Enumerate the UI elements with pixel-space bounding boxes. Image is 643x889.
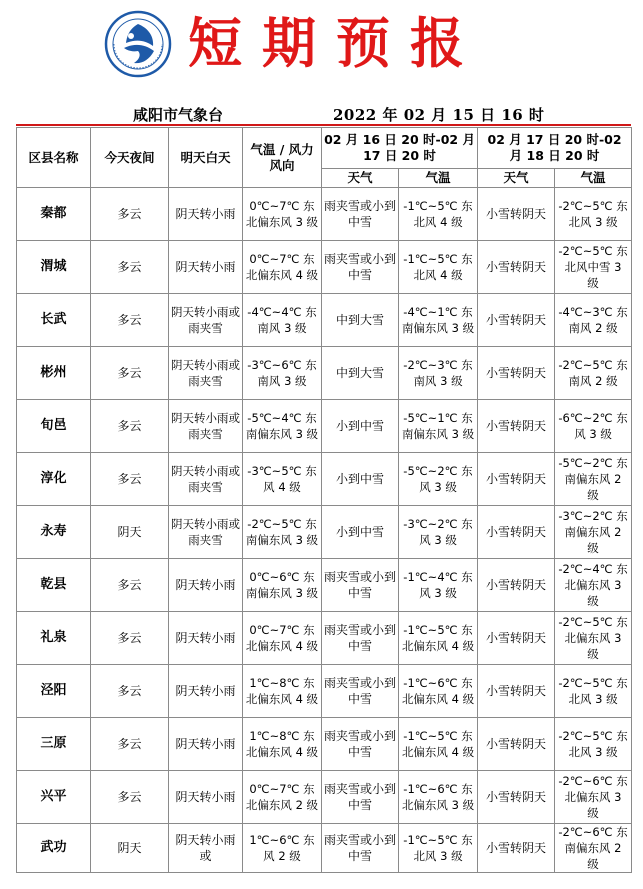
table-row: [17, 718, 632, 771]
header-tonight: 今天夜间: [91, 128, 169, 188]
table-row: [17, 559, 632, 612]
table-row: [17, 241, 632, 294]
p1-weather-cell: 雨夹雪或小到中雪: [322, 612, 399, 665]
table-row: [17, 400, 632, 453]
p1-weather-cell: 雨夹雪或小到中雪: [322, 188, 399, 241]
p2-weather-cell: 小雪转阴天: [478, 718, 555, 771]
p2-weather-cell: 小雪转阴天: [478, 188, 555, 241]
p2-temp-cell: -4℃~3℃ 东南风 2 级: [555, 294, 632, 347]
tonight-cell: 多云: [91, 294, 169, 347]
header-tomorrow: 明天白天: [169, 128, 243, 188]
county-cell: 乾县: [17, 559, 91, 612]
county-cell: 三原: [17, 718, 91, 771]
p1-weather-cell: 小到中雪: [322, 400, 399, 453]
county-cell: 彬州: [17, 347, 91, 400]
temp-wind-cell: 0℃~7℃ 东北偏东风 4 级: [243, 241, 322, 294]
p1-temp-cell: -1℃~5℃ 东北偏东风 4 级: [399, 718, 478, 771]
p2-weather-cell: 小雪转阴天: [478, 824, 555, 873]
p2-weather-cell: 小雪转阴天: [478, 665, 555, 718]
county-cell: 长武: [17, 294, 91, 347]
temp-wind-cell: -3℃~6℃ 东南风 3 级: [243, 347, 322, 400]
table-row: [17, 188, 632, 241]
temp-wind-cell: 1℃~6℃ 东风 2 级: [243, 824, 322, 873]
tonight-cell: 多云: [91, 347, 169, 400]
tomorrow-cell: 阴天转小雨或雨夹雪: [169, 347, 243, 400]
p2-temp-cell: -2℃~5℃ 东南风 2 级: [555, 347, 632, 400]
p2-temp-cell: -2℃~4℃ 东北偏东风 3 级: [555, 559, 632, 612]
tonight-cell: 阴天: [91, 506, 169, 559]
tonight-cell: 多云: [91, 665, 169, 718]
p2-temp-cell: -2℃~5℃ 东北风中雪 3 级: [555, 241, 632, 294]
temp-wind-cell: 1℃~8℃ 东北偏东风 4 级: [243, 718, 322, 771]
p1-weather-cell: 雨夹雪或小到中雪: [322, 665, 399, 718]
p2-temp-cell: -2℃~5℃ 东北风 3 级: [555, 718, 632, 771]
tonight-cell: 多云: [91, 400, 169, 453]
county-cell: 旬邑: [17, 400, 91, 453]
temp-wind-cell: 1℃~8℃ 东北偏东风 4 级: [243, 665, 322, 718]
issue-line: [0, 104, 643, 126]
forecast-table: [16, 127, 632, 873]
p2-weather-cell: 小雪转阴天: [478, 347, 555, 400]
p1-temp-cell: -1℃~5℃ 东北风 4 级: [399, 241, 478, 294]
tonight-cell: 阴天: [91, 824, 169, 873]
tomorrow-cell: 阴天转小雨: [169, 612, 243, 665]
p1-temp-cell: -3℃~2℃ 东风 3 级: [399, 506, 478, 559]
temp-wind-cell: 0℃~7℃ 东北偏东风 4 级: [243, 612, 322, 665]
county-cell: 淳化: [17, 453, 91, 506]
header-county: 区县名称: [17, 128, 91, 188]
p1-weather-cell: 雨夹雪或小到中雪: [322, 559, 399, 612]
p1-weather-cell: 雨夹雪或小到中雪: [322, 824, 399, 873]
meteorological-emblem-icon: [104, 10, 172, 78]
tonight-cell: 多云: [91, 241, 169, 294]
p1-temp-cell: -2℃~3℃ 东南风 3 级: [399, 347, 478, 400]
tomorrow-cell: 阴天转小雨: [169, 718, 243, 771]
tomorrow-cell: 阴天转小雨: [169, 188, 243, 241]
p1-temp-cell: -4℃~1℃ 东南偏东风 3 级: [399, 294, 478, 347]
tomorrow-cell: 阴天转小雨或: [169, 824, 243, 873]
p2-weather-cell: 小雪转阴天: [478, 241, 555, 294]
table-row: [17, 612, 632, 665]
p1-temp-cell: -1℃~5℃ 东北偏东风 4 级: [399, 612, 478, 665]
tonight-cell: 多云: [91, 453, 169, 506]
county-cell: 泾阳: [17, 665, 91, 718]
table-row: [17, 453, 632, 506]
tomorrow-cell: 阴天转小雨: [169, 771, 243, 824]
p1-temp-cell: -1℃~4℃ 东风 3 级: [399, 559, 478, 612]
county-cell: 秦都: [17, 188, 91, 241]
header-p1-temp: 气温: [399, 169, 478, 188]
tomorrow-cell: 阴天转小雨: [169, 241, 243, 294]
p1-temp-cell: -5℃~2℃ 东风 3 级: [399, 453, 478, 506]
header-period-1: 02 月 16 日 20 时-02 月 17 日 20 时: [322, 128, 478, 169]
p1-temp-cell: -1℃~5℃ 东北风 4 级: [399, 188, 478, 241]
p2-temp-cell: -2℃~5℃ 东北风 3 级: [555, 665, 632, 718]
p2-temp-cell: -2℃~6℃ 东南偏东风 2 级: [555, 824, 632, 873]
p1-temp-cell: -5℃~1℃ 东南偏东风 3 级: [399, 400, 478, 453]
tonight-cell: 多云: [91, 559, 169, 612]
temp-wind-cell: -3℃~5℃ 东风 4 级: [243, 453, 322, 506]
temp-wind-cell: 0℃~6℃ 东南偏东风 3 级: [243, 559, 322, 612]
tonight-cell: 多云: [91, 718, 169, 771]
p1-weather-cell: 雨夹雪或小到中雪: [322, 718, 399, 771]
p2-weather-cell: 小雪转阴天: [478, 400, 555, 453]
p2-weather-cell: 小雪转阴天: [478, 294, 555, 347]
table-row: [17, 771, 632, 824]
agency-name: 咸阳市气象台: [133, 106, 224, 124]
table-row: [17, 665, 632, 718]
county-cell: 永寿: [17, 506, 91, 559]
county-cell: 武功: [17, 824, 91, 873]
page-title: 短期预报: [188, 14, 484, 74]
temp-wind-cell: -2℃~5℃ 东南偏东风 3 级: [243, 506, 322, 559]
p1-temp-cell: -1℃~5℃ 东北风 3 级: [399, 824, 478, 873]
p1-weather-cell: 雨夹雪或小到中雪: [322, 241, 399, 294]
tomorrow-cell: 阴天转小雨或雨夹雪: [169, 400, 243, 453]
county-cell: 兴平: [17, 771, 91, 824]
header-p2-weather: 天气: [478, 169, 555, 188]
tomorrow-cell: 阴天转小雨或雨夹雪: [169, 294, 243, 347]
temp-wind-cell: -5℃~4℃ 东南偏东风 3 级: [243, 400, 322, 453]
tomorrow-cell: 阴天转小雨或雨夹雪: [169, 453, 243, 506]
p2-weather-cell: 小雪转阴天: [478, 559, 555, 612]
table-row: [17, 506, 632, 559]
tomorrow-cell: 阴天转小雨: [169, 665, 243, 718]
p2-temp-cell: -6℃~2℃ 东风 3 级: [555, 400, 632, 453]
header-temp-wind: 气温 / 风力风向: [243, 128, 322, 188]
report-header: [0, 0, 643, 100]
p2-temp-cell: -3℃~2℃ 东南偏东风 2 级: [555, 506, 632, 559]
p1-temp-cell: -1℃~6℃ 东北偏东风 3 级: [399, 771, 478, 824]
tonight-cell: 多云: [91, 612, 169, 665]
p1-weather-cell: 雨夹雪或小到中雪: [322, 771, 399, 824]
temp-wind-cell: 0℃~7℃ 东北偏东风 3 级: [243, 188, 322, 241]
header-divider: [16, 124, 631, 126]
table-row: [17, 824, 632, 873]
county-cell: 礼泉: [17, 612, 91, 665]
tonight-cell: 多云: [91, 771, 169, 824]
p1-weather-cell: 中到大雪: [322, 294, 399, 347]
p1-temp-cell: -1℃~6℃ 东北偏东风 4 级: [399, 665, 478, 718]
header-period-2: 02 月 17 日 20 时-02 月 18 日 20 时: [478, 128, 632, 169]
tonight-cell: 多云: [91, 188, 169, 241]
county-cell: 渭城: [17, 241, 91, 294]
p1-weather-cell: 小到中雪: [322, 506, 399, 559]
temp-wind-cell: 0℃~7℃ 东北偏东风 2 级: [243, 771, 322, 824]
temp-wind-cell: -4℃~4℃ 东南风 3 级: [243, 294, 322, 347]
p2-weather-cell: 小雪转阴天: [478, 506, 555, 559]
p2-weather-cell: 小雪转阴天: [478, 612, 555, 665]
p1-weather-cell: 小到中雪: [322, 453, 399, 506]
tomorrow-cell: 阴天转小雨: [169, 559, 243, 612]
p2-temp-cell: -2℃~5℃ 东北风 3 级: [555, 188, 632, 241]
header-p1-weather: 天气: [322, 169, 399, 188]
issue-time: 2022 年 02 月 15 日 16 时: [333, 106, 545, 124]
p1-weather-cell: 中到大雪: [322, 347, 399, 400]
table-row: [17, 294, 632, 347]
tomorrow-cell: 阴天转小雨或雨夹雪: [169, 506, 243, 559]
table-row: [17, 347, 632, 400]
p2-weather-cell: 小雪转阴天: [478, 453, 555, 506]
p2-temp-cell: -2℃~6℃ 东北偏东风 3 级: [555, 771, 632, 824]
p2-temp-cell: -2℃~5℃ 东北偏东风 3 级: [555, 612, 632, 665]
p2-temp-cell: -5℃~2℃ 东南偏东风 2 级: [555, 453, 632, 506]
header-p2-temp: 气温: [555, 169, 632, 188]
p2-weather-cell: 小雪转阴天: [478, 771, 555, 824]
